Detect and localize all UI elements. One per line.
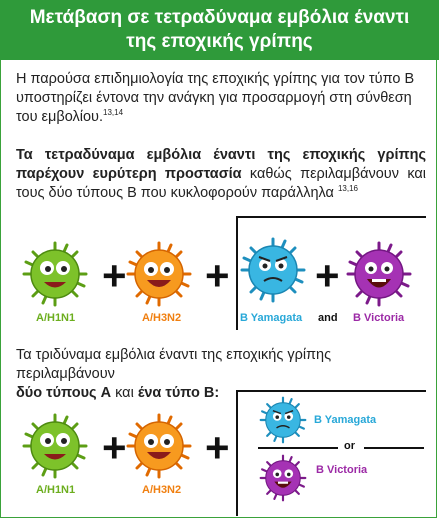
label-or: or (344, 440, 355, 452)
divider-left (258, 447, 338, 449)
b-yamagata-virus-icon (258, 394, 308, 446)
label-b-victoria: B Victoria (353, 312, 405, 324)
h3n2-virus-icon (126, 412, 192, 482)
label-b-yamagata: B Yamagata (240, 312, 303, 324)
trivalent-paragraph (16, 346, 426, 403)
plus-icon: + (315, 252, 340, 299)
quadrivalent-paragraph (16, 146, 426, 203)
trivalent-colon: : (214, 385, 220, 401)
plus-icon: + (102, 424, 127, 471)
label-and: and (318, 312, 338, 324)
bracket-top-line (236, 216, 426, 218)
plus-icon: + (102, 252, 127, 299)
trivalent-text: Τα τριδύναμα εμβόλια έναντι της εποχικής γρίπης περιλαμβάνουν (16, 347, 332, 382)
label-b-yamagata: B Yamagata (314, 414, 377, 426)
label-h1n1: A/H1N1 (36, 484, 76, 496)
quadrivalent-ref: 13,16 (337, 184, 358, 194)
trivalent-bold-a: δύο τύπους A (16, 385, 112, 401)
label-h3n2: A/H3N2 (142, 484, 182, 496)
b-victoria-virus-icon (258, 452, 308, 504)
label-b-victoria: B Victoria (316, 464, 368, 476)
quadrivalent-rest: καθώς περιλαμβάνουν και τους δύο τύπους B που κυκλοφορούν παράλληλα (16, 166, 426, 201)
trivalent-bold-b: ένα τύπο B (137, 385, 215, 401)
h1n1-virus-icon (22, 240, 88, 310)
bracket-top-line (236, 390, 426, 392)
trivalent-and: και (111, 385, 138, 401)
h1n1-virus-icon (22, 412, 88, 482)
bracket-left-line (236, 216, 238, 330)
title-line-1: Μετάβαση σε τετραδύναμα εμβόλια έναντι (29, 7, 410, 28)
label-h3n2: A/H3N2 (142, 312, 182, 324)
plus-icon: + (205, 424, 230, 471)
quadrivalent-bold: Τα τετραδύναμα εμβόλια έναντι της εποχικής γρίπης παρέχουν ευρύτερη προστασία (16, 147, 426, 182)
title-line-2: της εποχικής γρίπης (126, 31, 313, 52)
b-victoria-virus-icon (346, 240, 412, 310)
intro-paragraph (16, 70, 426, 127)
b-yamagata-virus-icon (240, 236, 306, 306)
intro-ref: 13,14 (103, 108, 124, 118)
h3n2-virus-icon (126, 240, 192, 310)
label-h1n1: A/H1N1 (36, 312, 76, 324)
plus-icon: + (205, 252, 230, 299)
page-title (0, 0, 439, 60)
intro-text: Η παρούσα επιδημιολογία της εποχικής γρίπης για τον τύπο B υποστηρίζει έντονα την ανάγκη για προσαρμογή στη σύνθεση του εμβολίου. (16, 71, 415, 125)
divider-right (364, 447, 424, 449)
bracket-left-line (236, 390, 238, 516)
